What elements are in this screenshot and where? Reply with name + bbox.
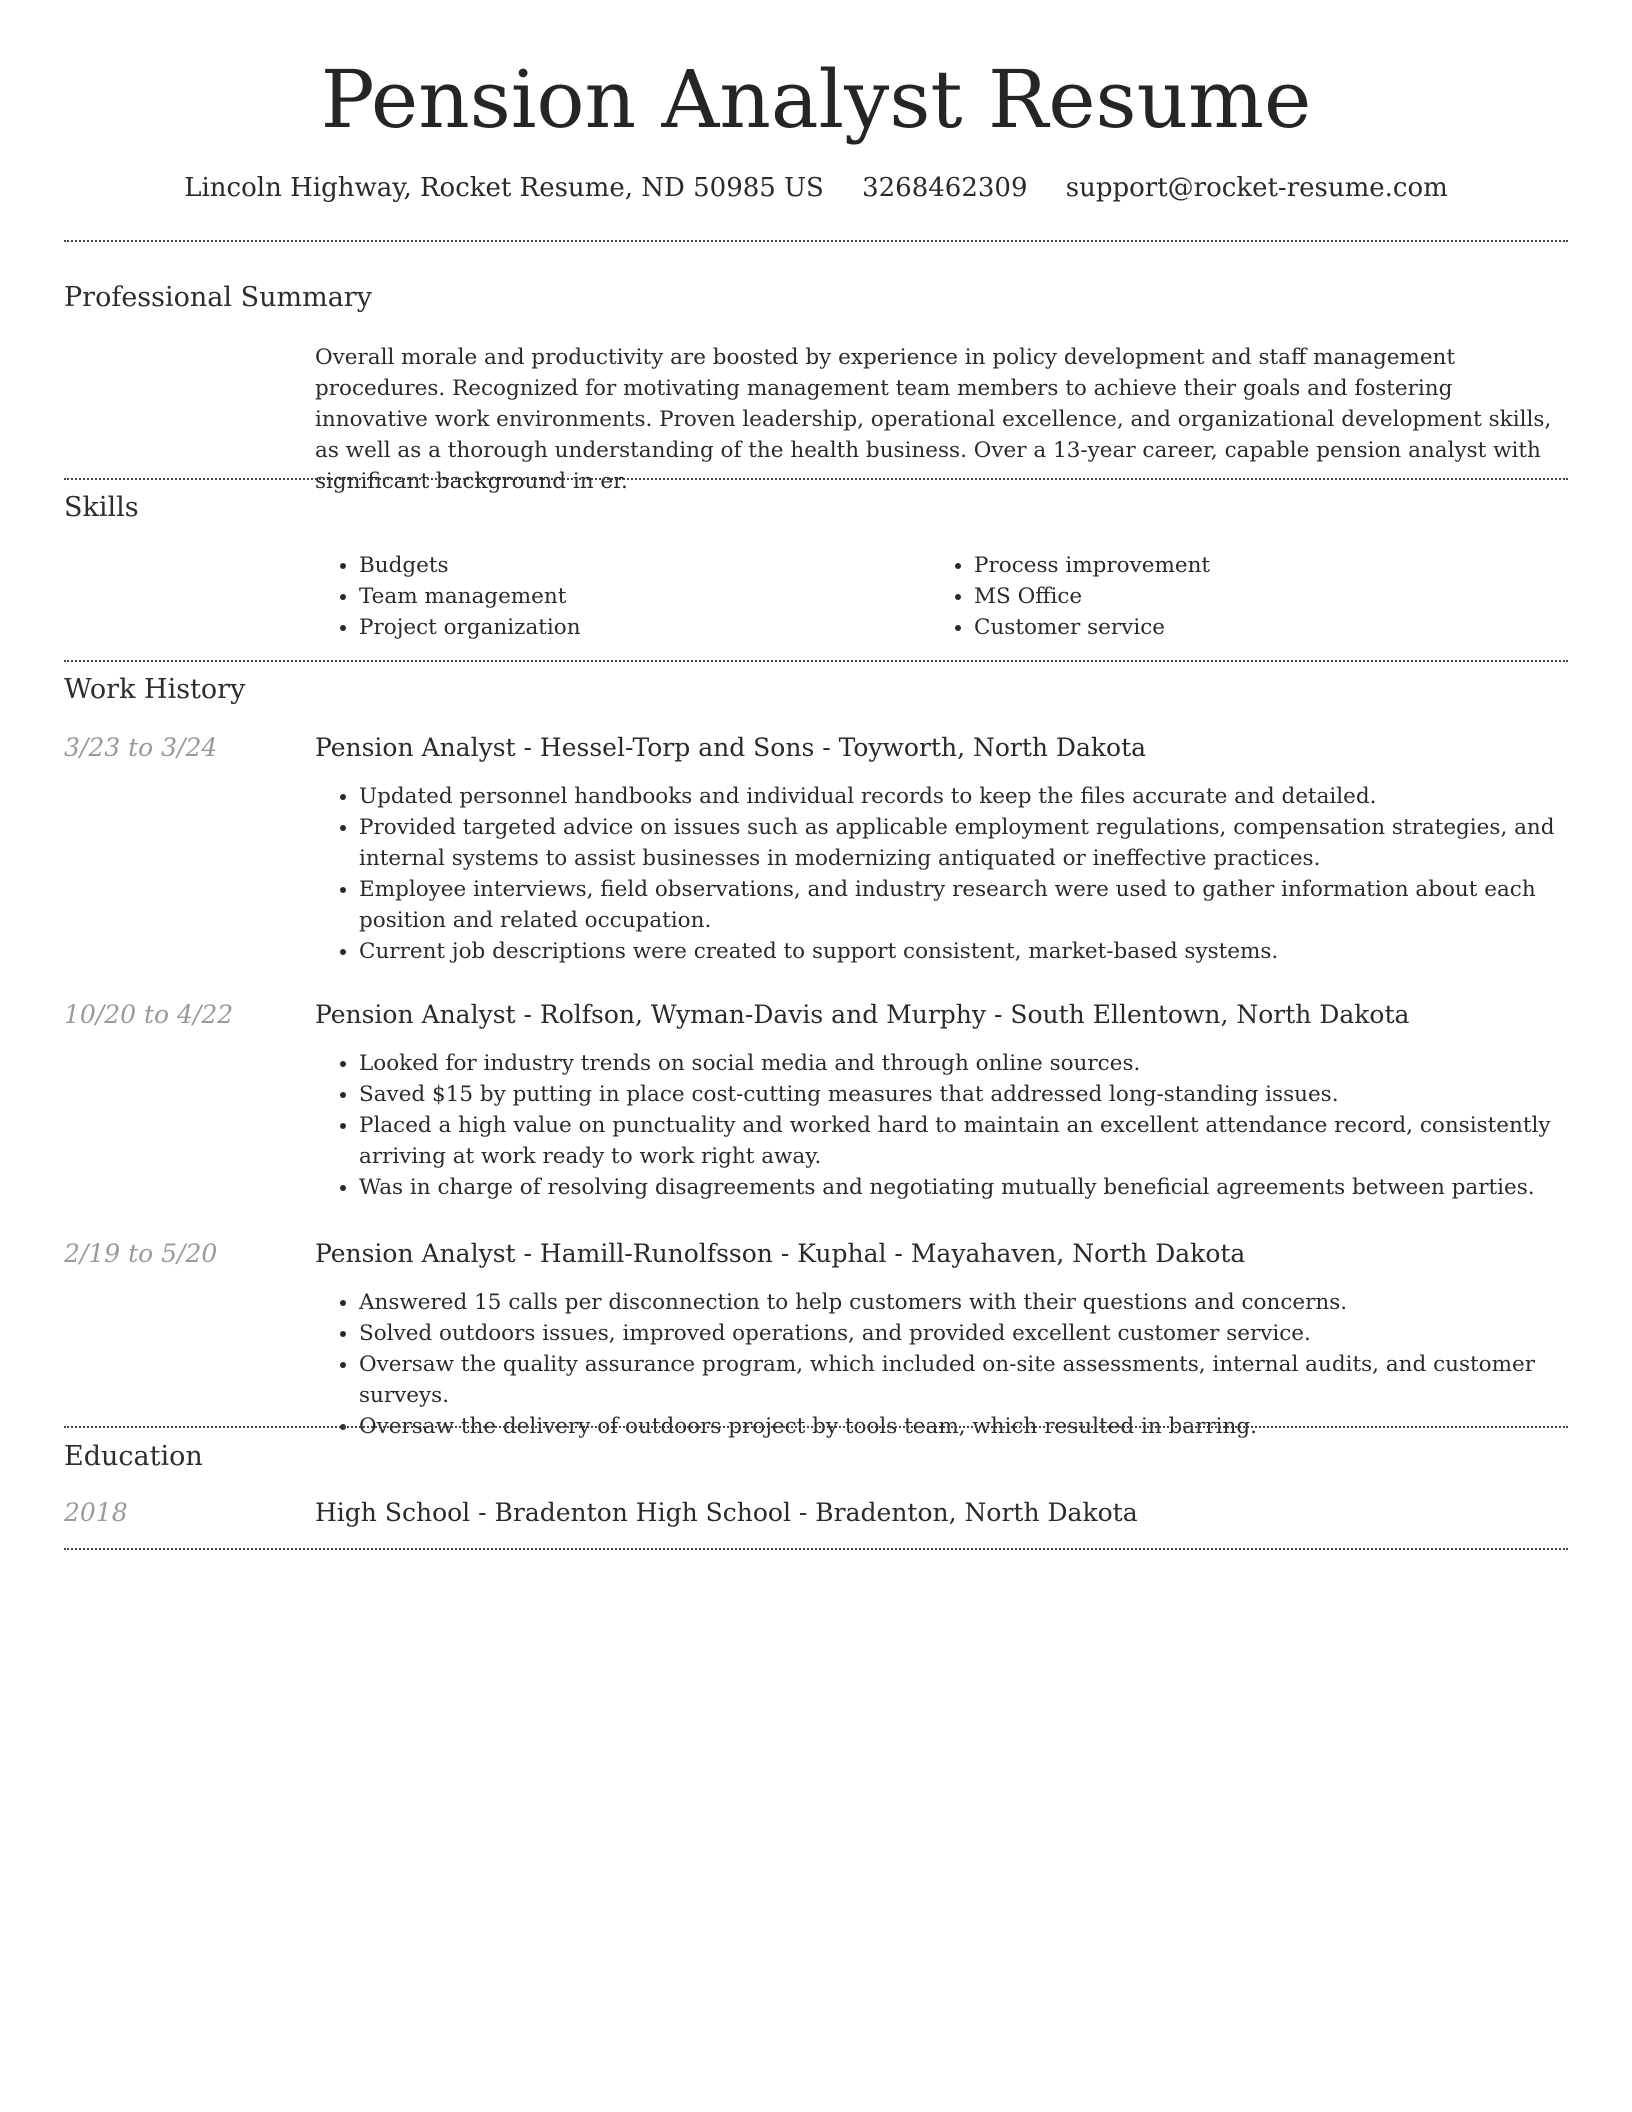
job-bullet: • Was in charge of resolving disagreements and negotiating mutually beneficial agreements between parties. (359, 1172, 1555, 1203)
section-title-summary: Professional Summary (64, 282, 372, 313)
job-bullet: • Oversaw the delivery of outdoors project by tools team, which resulted in barring. (359, 1411, 1555, 1442)
job-title: Pension Analyst - Rolfson, Wyman-Davis and Murphy - South Ellentown, North Dakota (315, 1000, 1410, 1029)
divider (64, 660, 1568, 662)
skill-item: • MS Office (974, 581, 1574, 612)
section-title-education: Education (64, 1441, 203, 1472)
job-bullets (315, 781, 1555, 967)
job-bullets (315, 1287, 1555, 1442)
divider (64, 1548, 1568, 1550)
skills-list-left (315, 550, 919, 643)
job-title: Pension Analyst - Hamill-Runolfsson - Kuphal - Mayahaven, North Dakota (315, 1239, 1246, 1268)
job-bullet: • Current job descriptions were created to support consistent, market-based systems. (359, 936, 1555, 967)
job-bullet: • Answered 15 calls per disconnection to help customers with their questions and concerns. (359, 1287, 1555, 1318)
education-title: High School - Bradenton High School - Bradenton, North Dakota (315, 1498, 1138, 1527)
job-bullet: • Oversaw the quality assurance program, which included on-site assessments, internal audits, and customer surveys. (359, 1349, 1555, 1411)
job-dates: 2/19 to 5/20 (64, 1239, 218, 1268)
education-date: 2018 (64, 1498, 128, 1527)
skill-item: • Team management (359, 581, 919, 612)
contact-email: support@rocket-resume.com (1065, 173, 1448, 203)
section-title-skills: Skills (64, 492, 139, 523)
job-dates: 10/20 to 4/22 (64, 1000, 234, 1029)
contact-phone: 3268462309 (862, 173, 1028, 203)
job-bullet: • Saved $15 by putting in place cost-cutting measures that addressed long-standing issues. (359, 1079, 1555, 1110)
job-bullet: • Placed a high value on punctuality and worked hard to maintain an excellent attendance record, consistently arriving at work ready to work right away. (359, 1110, 1555, 1172)
job-dates: 3/23 to 3/24 (64, 733, 218, 762)
skill-item: • Project organization (359, 612, 919, 643)
job-bullet: • Solved outdoors issues, improved operations, and provided excellent customer service. (359, 1318, 1555, 1349)
job-bullet: • Employee interviews, field observations, and industry research were used to gather information about each position and related occupation. (359, 874, 1555, 936)
job-bullet: • Updated personnel handbooks and individual records to keep the files accurate and detailed. (359, 781, 1555, 812)
job-title: Pension Analyst - Hessel-Torp and Sons - Toyworth, North Dakota (315, 733, 1147, 762)
skills-list-right (930, 550, 1574, 643)
skill-item: • Process improvement (974, 550, 1574, 581)
skill-item: • Customer service (974, 612, 1574, 643)
divider (64, 1426, 1568, 1428)
divider (64, 240, 1568, 242)
contact-line (0, 170, 1632, 206)
section-title-work-history: Work History (64, 674, 246, 705)
skill-item: • Budgets (359, 550, 919, 581)
contact-address: Lincoln Highway, Rocket Resume, ND 50985 US (184, 173, 824, 203)
resume-title: Pension Analyst Resume (320, 53, 1312, 146)
job-bullet: • Provided targeted advice on issues such as applicable employment regulations, compensation strategies, and internal systems to assist businesses in modernizing antiquated or ineffective practices. (359, 812, 1555, 874)
summary-text: Overall morale and productivity are boosted by experience in policy development and staff management procedures. Recognized for motivating management team members to achieve their goals and fostering innovative work environments. Proven leadership, operational excellence, and organizational development skills, as well as a thorough understanding of the health business. Over a 13-year career, capable pension analyst with significant background in er. (315, 345, 1552, 494)
divider (64, 478, 1568, 480)
job-bullets (315, 1048, 1555, 1203)
job-bullet: • Looked for industry trends on social media and through online sources. (359, 1048, 1555, 1079)
